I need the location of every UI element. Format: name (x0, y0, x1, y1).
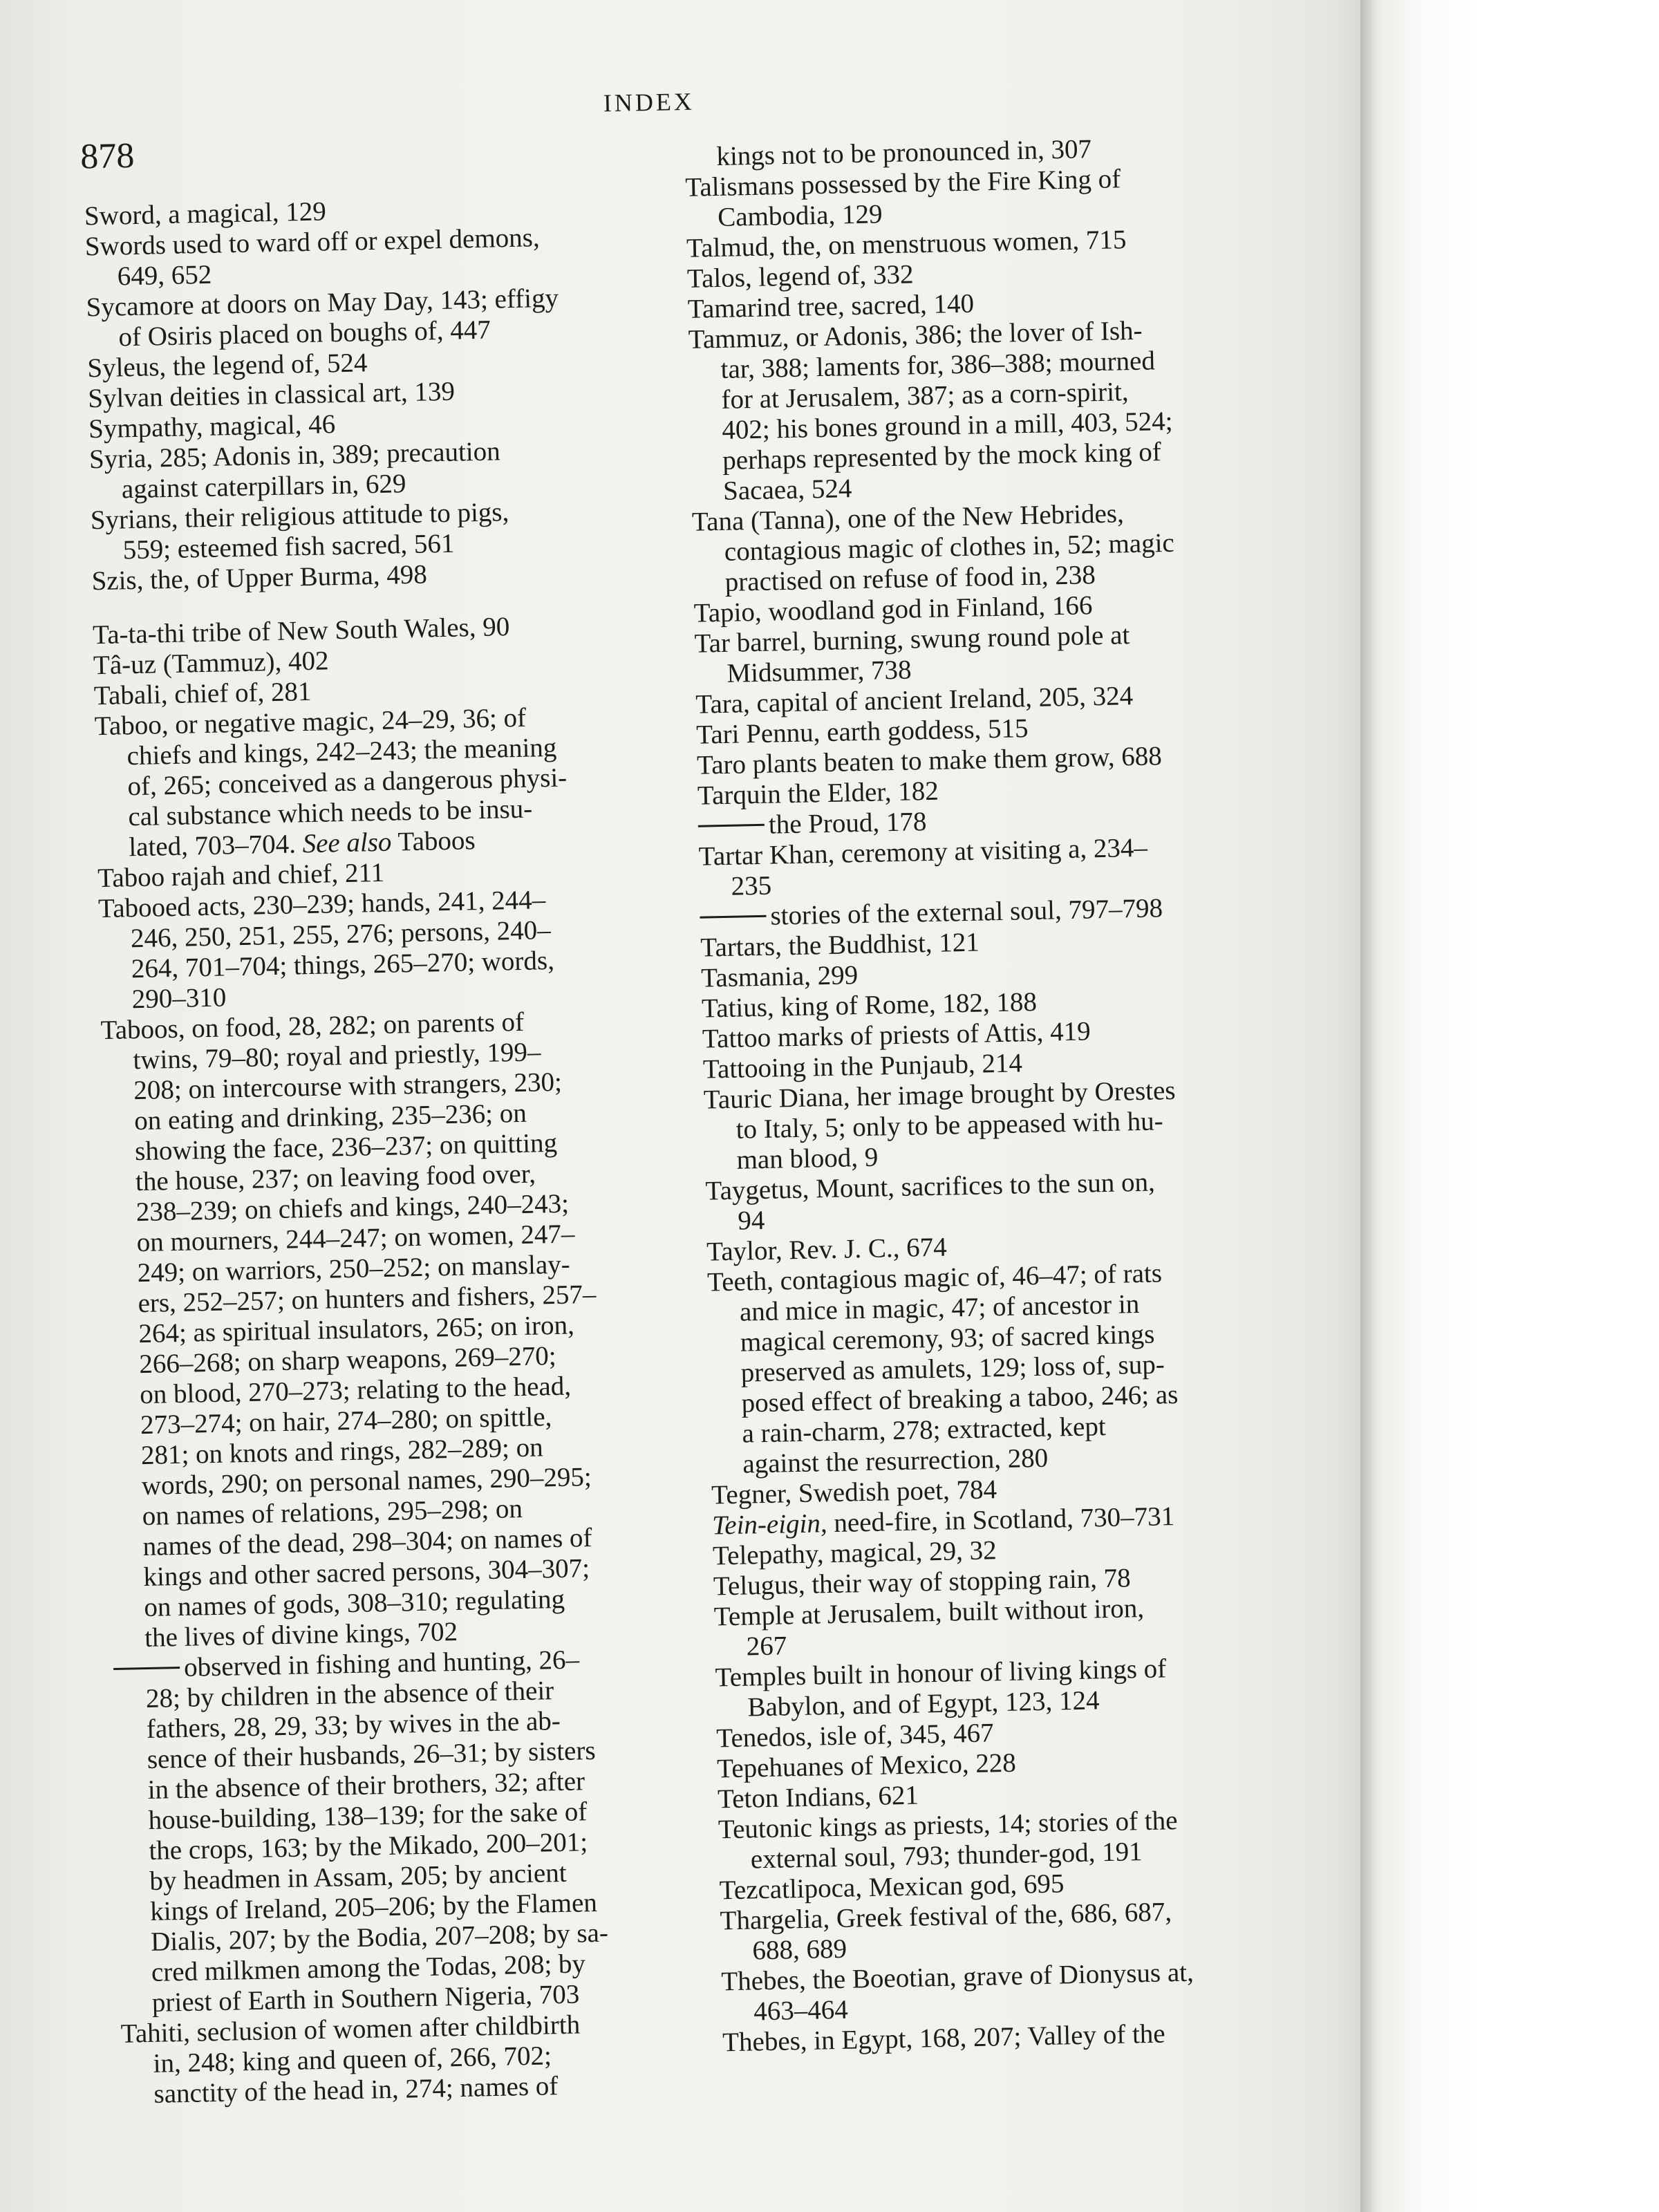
index-line: Babylon, and of Egypt, 123, 124 (747, 1685, 1100, 1723)
index-line: Dialis, 207; by the Bodia, 207–208; by sa- (150, 1918, 609, 1957)
index-line: 463–464 (753, 1994, 849, 2027)
index-line: Syleus, the legend of, 524 (86, 348, 368, 384)
index-line: Taboo rajah and chief, 211 (97, 857, 385, 894)
index-line: 688, 689 (752, 1933, 847, 1966)
index-line: 264, 701–704; things, 265–270; words, (131, 945, 555, 984)
repeat-dash (698, 823, 765, 827)
index-line: Ta-ta-thi tribe of New South Wales, 90 (92, 612, 510, 650)
running-head: INDEX (603, 87, 695, 118)
index-line: fathers, 28, 29, 33; by wives in the ab- (146, 1705, 561, 1744)
index-line: 249; on warriors, 250–252; on manslay- (137, 1249, 571, 1288)
index-line: man blood, 9 (736, 1142, 879, 1175)
index-line: Talos, legend of, 332 (686, 259, 914, 294)
index-line: 402; his bones ground in a mill, 403, 524; (721, 406, 1173, 445)
index-line: 238–239; on chiefs and kings, 240–243; (135, 1188, 570, 1228)
index-line: of, 265; conceived as a dangerous physi- (127, 762, 568, 802)
index-line: 235 (731, 870, 772, 901)
index-line-see-also: lated, 703–704. See also Taboos (128, 825, 476, 863)
index-line: Tâ-uz (Tammuz), 402 (93, 646, 329, 681)
index-line: Taboos, on food, 28, 282; on parents of (100, 1006, 525, 1046)
index-line: Tattooing in the Punjaub, 214 (702, 1048, 1023, 1085)
index-line: ers, 252–257; on hunters and fishers, 257– (138, 1279, 597, 1319)
index-line: Tana (Tanna), one of the New Hebrides, (691, 498, 1125, 537)
index-line: Tasmania, 299 (700, 960, 859, 993)
index-line: perhaps represented by the mock king of (722, 437, 1162, 476)
index-line: Sylvan deities in classical art, 139 (87, 376, 456, 414)
index-line: twins, 79–80; royal and priestly, 199– (133, 1037, 541, 1076)
index-line: contagious magic of clothes in, 52; magic (724, 527, 1175, 567)
index-line: Tabali, chief of, 281 (93, 676, 312, 711)
index-line: Sycamore at doors on May Day, 143; effigy (86, 283, 559, 323)
index-line: kings not to be pronounced in, 307 (716, 134, 1092, 171)
index-line: the lives of divine kings, 702 (144, 1616, 458, 1653)
index-line: Taro plants beaten to make them grow, 688 (696, 741, 1163, 780)
index-line: posed effect of breaking a taboo, 246; as (741, 1379, 1179, 1418)
repeat-dash (113, 1667, 180, 1670)
index-line: Temple at Jerusalem, built without iron, (713, 1593, 1145, 1632)
index-line: Temples built in honour of living kings of (715, 1653, 1167, 1693)
index-line: Cambodia, 129 (717, 199, 883, 232)
index-line: Tezcatlipoca, Mexican god, 695 (719, 1868, 1065, 1906)
index-line: 94 (737, 1205, 765, 1236)
index-line: in, 248; king and queen of, 266, 702; (153, 2041, 552, 2079)
index-line: Teton Indians, 621 (717, 1780, 919, 1815)
index-line: 559; esteemed fish sacred, 561 (122, 528, 455, 565)
index-line-italic-term: Tein-eigin, need-fire, in Scotland, 730–731 (711, 1501, 1175, 1541)
page-number: 878 (79, 135, 135, 177)
index-line: kings of Ireland, 205–206; by the Flamen (149, 1887, 598, 1927)
index-line: Tartars, the Buddhist, 121 (700, 927, 980, 963)
index-line: 649, 652 (117, 259, 212, 292)
index-line: the house, 237; on leaving food over, (135, 1159, 536, 1197)
index-line: Szis, the, of Upper Burma, 498 (91, 559, 428, 597)
index-line: Tauric Diana, her image brought by Orestes (703, 1075, 1176, 1115)
index-line: by headmen in Assam, 205; by ancient (149, 1857, 567, 1896)
index-line: tar, 388; laments for, 386–388; mourned (720, 346, 1156, 384)
index-line: and mice in magic, 47; of ancestor in (739, 1289, 1140, 1327)
index-line-dash: stories of the external soul, 797–798 (700, 893, 1163, 932)
index-line: Tari Pennu, earth goddess, 515 (695, 713, 1029, 750)
index-line: practised on refuse of food in, 238 (724, 560, 1096, 597)
index-line: Tapio, woodland god in Finland, 166 (693, 590, 1093, 628)
index-line: showing the face, 236–237; on quitting (134, 1127, 558, 1167)
index-line: Syrians, their religious attitude to pigs, (90, 497, 509, 536)
index-line: on blood, 270–273; relating to the head, (139, 1371, 572, 1410)
index-line: 281; on knots and rings, 282–289; on (140, 1432, 544, 1471)
index-line: preserved as amulets, 129; loss of, sup- (740, 1349, 1165, 1388)
repeat-dash (700, 915, 766, 918)
index-line: to Italy, 5; only to be appeased with hu- (735, 1106, 1164, 1145)
index-line: Tattoo marks of priests of Attis, 419 (702, 1016, 1091, 1054)
index-line-dash: observed in fishing and hunting, 26– (113, 1644, 580, 1685)
index-line: Tammuz, or Adonis, 386; the lover of Ish- (688, 315, 1143, 355)
index-line: 267 (746, 1631, 787, 1662)
index-line: Thebes, in Egypt, 168, 207; Valley of the (722, 2018, 1166, 2058)
index-line: Tepehuanes of Mexico, 228 (716, 1747, 1017, 1784)
index-line: kings and other sacred persons, 304–307; (143, 1553, 590, 1593)
index-line: on names of gods, 308–310; regulating (143, 1584, 565, 1623)
index-line: Taylor, Rev. J. C., 674 (706, 1232, 948, 1267)
index-line: Thargelia, Greek festival of the, 686, 687, (720, 1897, 1172, 1936)
index-line: cal substance which needs to be insu- (128, 794, 533, 832)
index-line: Sword, a magical, 129 (84, 196, 327, 232)
index-line: names of the dead, 298–304; on names of (142, 1523, 592, 1562)
index-line: on eating and drinking, 235–236; on (133, 1098, 527, 1136)
index-line: Tamarind tree, sacred, 140 (687, 288, 975, 324)
index-line: 266–268; on sharp weapons, 269–270; (138, 1340, 557, 1380)
index-line: magical ceremony, 93; of sacred kings (740, 1319, 1155, 1358)
index-line: of Osiris placed on boughs of, 447 (118, 315, 491, 353)
index-line: Talmud, the, on menstruous women, 715 (686, 225, 1127, 263)
index-line: Tarquin the Elder, 182 (697, 776, 939, 811)
index-line: cred milkmen among the Todas, 208; by (151, 1949, 586, 1987)
index-line: Syria, 285; Adonis in, 389; precaution (88, 436, 501, 475)
index-line: Midsummer, 738 (727, 655, 912, 688)
index-line: chiefs and kings, 242–243; the meaning (126, 732, 557, 771)
index-line: 290–310 (131, 982, 227, 1015)
index-line: Tahiti, seclusion of women after childbirth (120, 2009, 581, 2049)
index-line: Tegner, Swedish poet, 784 (711, 1474, 997, 1510)
index-line: against the resurrection, 280 (742, 1443, 1049, 1479)
index-line-dash: the Proud, 178 (697, 807, 926, 842)
index-line: 208; on intercourse with strangers, 230; (133, 1067, 563, 1106)
index-line: house-building, 138–139; for the sake of (148, 1797, 588, 1835)
index-line: 264; as spiritual insulators, 265; on iron, (138, 1310, 575, 1349)
index-line: Telugus, their way of stopping rain, 78 (713, 1563, 1132, 1602)
index-line: Sacaea, 524 (722, 474, 852, 506)
index-line: Thebes, the Boeotian, grave of Dionysus at, (721, 1957, 1194, 1997)
index-line: priest of Earth in Southern Nigeria, 703 (151, 1979, 580, 2018)
index-line: sence of their husbands, 26–31; by sisters (147, 1735, 596, 1774)
index-line: Taygetus, Mount, sacrifices to the sun on, (705, 1167, 1156, 1206)
index-line: Telepathy, magical, 29, 32 (712, 1535, 997, 1571)
index-line: on mourners, 244–247; on women, 247– (136, 1219, 575, 1258)
index-line: 28; by children in the absence of their (145, 1676, 554, 1714)
index-line: Tabooed acts, 230–239; hands, 241, 244– (97, 885, 546, 924)
index-line: Tara, capital of ancient Ireland, 205, 324 (695, 681, 1134, 720)
index-line: Tatius, king of Rome, 182, 188 (701, 986, 1038, 1024)
index-line: against caterpillars in, 629 (121, 469, 406, 505)
index-line: Teutonic kings as priests, 14; stories of the (718, 1806, 1178, 1845)
index-line: in the absence of their brothers, 32; after (147, 1766, 585, 1805)
index-line: Swords used to ward off or expel demons, (84, 223, 541, 262)
index-line: on names of relations, 295–298; on (142, 1494, 523, 1532)
index-line: Sympathy, magical, 46 (88, 409, 336, 444)
index-line: Talismans possessed by the Fire King of (684, 164, 1121, 203)
index-line: sanctity of the head in, 274; names of (153, 2071, 559, 2109)
index-line: for at Jerusalem, 387; as a corn-spirit, (721, 377, 1129, 415)
index-line: 273–274; on hair, 274–280; on spittle, (140, 1402, 552, 1441)
index-line: words, 290; on personal names, 290–295; (141, 1462, 592, 1501)
index-line: the crops, 163; by the Mikado, 200–201; (149, 1827, 588, 1866)
index-line: Taboo, or negative magic, 24–29, 36; of (94, 702, 527, 742)
index-line: Tar barrel, burning, swung round pole at (694, 620, 1130, 659)
index-line: 246, 250, 251, 255, 276; persons, 240– (130, 915, 552, 954)
index-line: Teeth, contagious magic of, 46–47; of rats (706, 1258, 1163, 1297)
index-line: Tartar Khan, ceremony at visiting a, 234– (698, 832, 1148, 872)
index-line: Tenedos, isle of, 345, 467 (715, 1718, 995, 1754)
index-line: a rain-charm, 278; extracted, kept (742, 1412, 1107, 1449)
index-line: external soul, 793; thunder-god, 191 (750, 1837, 1143, 1875)
